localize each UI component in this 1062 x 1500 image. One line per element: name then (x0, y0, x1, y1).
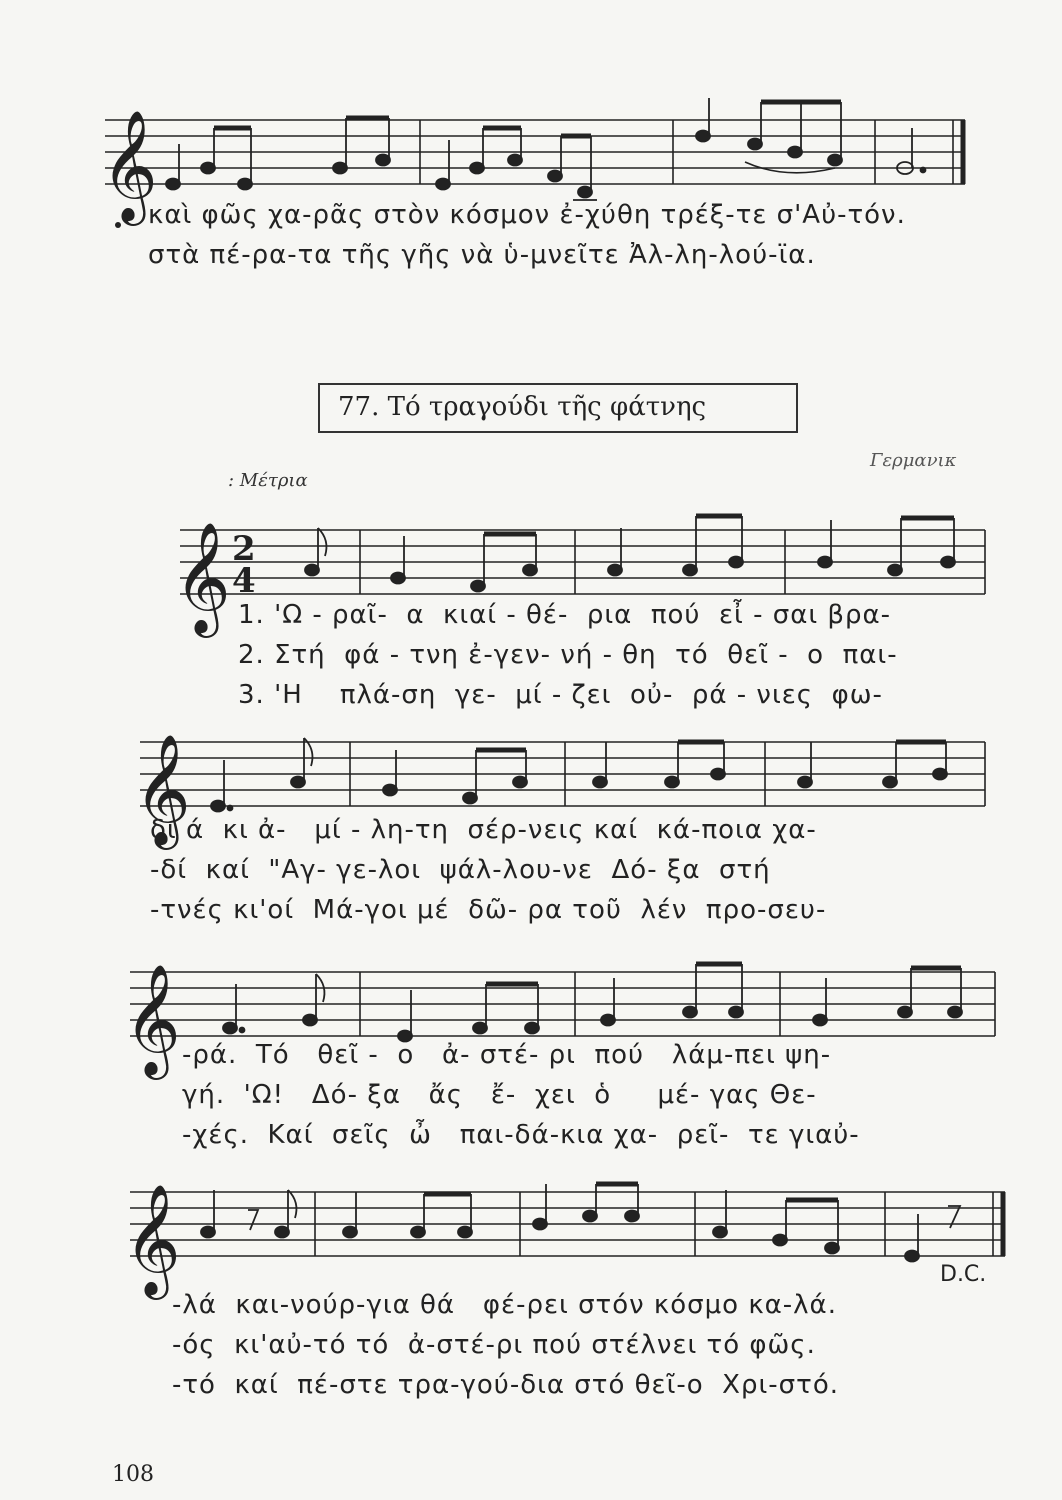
treble-clef-icon: 𝄞 (101, 109, 158, 221)
music-staff-2 (130, 720, 990, 845)
da-capo-mark: D.C. (940, 1262, 987, 1287)
treble-clef-icon: 𝄞 (124, 1183, 181, 1295)
system2-lyric-line-2: -δί καί "Αγ- γε-λοι ψάλ-λου-νε Δό- ξα στή (150, 855, 771, 885)
top-lyric-line-2: στὰ πέ-ρα-τα τῆς γῆς νὰ ὑ-μνεῖτε Ἀλ-λη-λού-ϊα. (148, 240, 816, 270)
time-signature-top: 2 (232, 529, 256, 569)
system2-lyric-line-1: δι ά κι ἀ- μί - λη-τη σέρ-νεις καί κά-ποια χα- (150, 815, 817, 845)
system3-lyric-line-1: -ρά. Τό θεῖ - ο ἀ- στέ- ρι πού λάμ-πει ψη- (182, 1040, 832, 1070)
system2-lyric-line-3: -τνές κι'οί Μά-γοι μέ δῶ- ρα τοῦ λέν προ-σευ- (150, 895, 827, 925)
system1-lyric-line-3: 3. 'Η πλά-ση γε- μί - ζει οὐ- ρά - νιες φω- (238, 680, 883, 710)
system3-lyric-line-3: -χές. Καί σεῖς ὦ παι-δά-κια χα- ρεῖ- τε γιαὐ- (182, 1120, 860, 1150)
system1-lyric-line-1: 1. 'Ω - ραῖ- α κιαί - θέ- ρια πού εἶ - σαι βρα- (238, 600, 892, 630)
page-number: 108 (112, 1462, 154, 1487)
music-staff-top (95, 80, 975, 220)
treble-clef-icon: 𝄞 (174, 521, 231, 633)
song-origin: Γερμανικ (870, 450, 957, 471)
treble-clef-icon: 𝄞 (124, 963, 181, 1075)
music-staff-4 (120, 1170, 1010, 1295)
time-signature-bottom: 4 (232, 561, 256, 601)
system4-lyric-line-2: -ός κι'αὐ-τό τό ἀ-στέ-ρι πού στέλνει τό φῶς. (172, 1330, 816, 1360)
treble-clef-icon: 𝄞 (134, 733, 191, 845)
system4-lyric-line-1: -λά και-νούρ-για θά φέ-ρει στόν κόσμο κα-λά. (172, 1290, 837, 1320)
song-title: 77. Τό τραγούδι τῆς φάτνης (338, 392, 707, 422)
system1-lyric-line-2: 2. Στή φά - τνη ἐ-γεν- νή - θη τό θεῖ - ο παι- (238, 640, 898, 670)
tempo-marking: : Μέτρια (228, 470, 308, 491)
system3-lyric-line-2: γή. 'Ω! Δό- ξα ἄς ἔ- χει ὁ μέ- γας Θε- (182, 1080, 817, 1110)
top-lyric-line-1: καὶ φῶς χα-ρᾶς στὸν κόσμον ἐ-χύθη τρέξ-τε σ'Αὐ-τόν. (148, 200, 906, 230)
system4-lyric-line-3: -τό καί πέ-στε τρα-γού-δια στό θεῖ-ο Χρι-στό. (172, 1370, 839, 1400)
bullet-icon (115, 222, 121, 228)
